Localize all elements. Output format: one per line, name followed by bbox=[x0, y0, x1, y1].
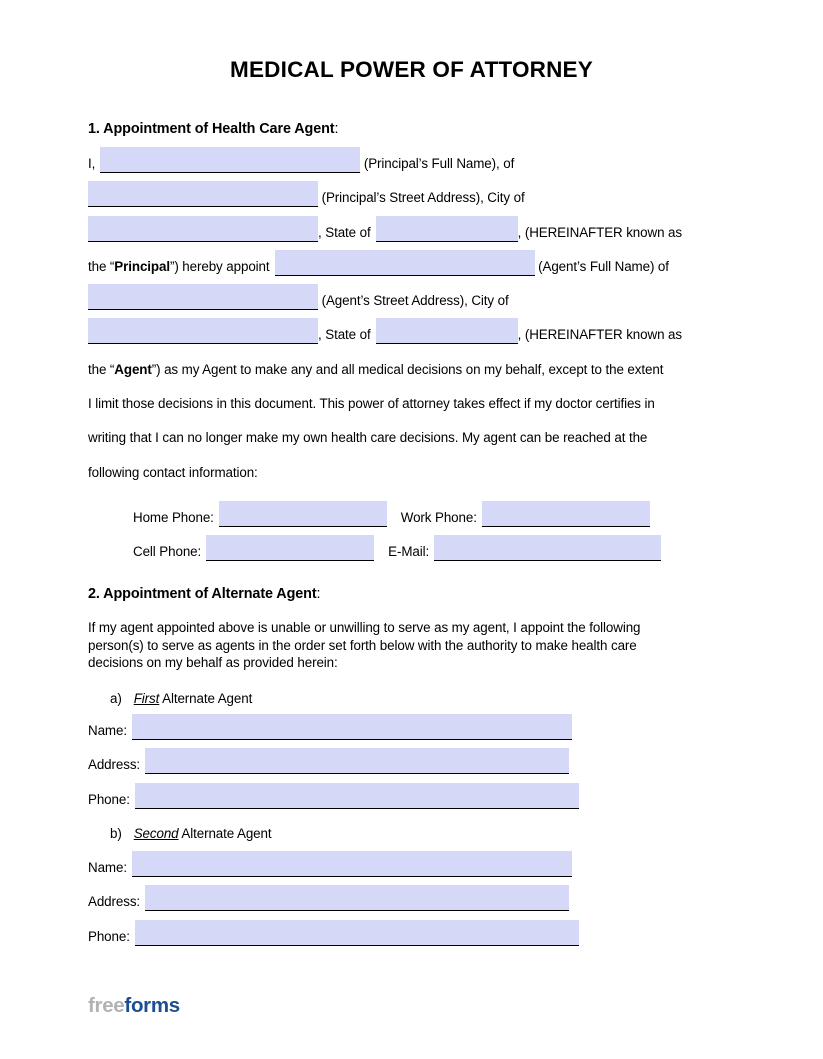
list-marker-b: b) bbox=[110, 826, 122, 841]
agent-city-state-line bbox=[88, 318, 748, 352]
appoint-mid-text: ”) hereby appoint bbox=[169, 258, 270, 274]
intro-text-line: person(s) to serve as agents in the order set forth below with the authority to make health care bbox=[88, 637, 637, 653]
second-alt-name-field[interactable] bbox=[132, 851, 572, 877]
section1-heading bbox=[88, 120, 338, 138]
agent-term-pre-text: the “ bbox=[88, 361, 115, 377]
second-alt-name-label: Name: bbox=[88, 860, 127, 875]
principal-name-post-text: (Principal’s Full Name), of bbox=[360, 156, 515, 171]
principal-city-state-line bbox=[88, 216, 748, 250]
principal-name-line bbox=[88, 147, 748, 181]
first-alt-name-row bbox=[88, 714, 579, 748]
principal-full-name-field[interactable] bbox=[100, 147, 360, 173]
logo-forms-text: forms bbox=[124, 994, 180, 1017]
first-alt-name-label: Name: bbox=[88, 723, 127, 738]
principal-term-text: Principal bbox=[114, 258, 170, 274]
email-label: E-Mail: bbox=[388, 544, 430, 560]
agent-address-line bbox=[88, 284, 748, 318]
intro-text-line: decisions on my behalf as provided herein: bbox=[88, 655, 338, 671]
appoint-pre-text: the “ bbox=[88, 258, 115, 274]
agent-hereinafter-text: , (HEREINAFTER known as bbox=[517, 327, 682, 343]
section1-heading-text: 1. Appointment of Health Care Agent bbox=[88, 121, 335, 137]
work-phone-field[interactable] bbox=[482, 501, 650, 527]
body-text-line: I limit those decisions in this document. This power of attorney takes effect if my doctor certifies in bbox=[88, 396, 655, 412]
first-alt-heading-rest: Alternate Agent bbox=[159, 691, 253, 706]
appoint-post-text: (Agent’s Full Name) of bbox=[534, 258, 669, 274]
principal-name-pre-text: I, bbox=[88, 156, 96, 171]
principal-address-line bbox=[88, 181, 748, 215]
principal-street-address-field[interactable] bbox=[88, 181, 318, 207]
second-alt-heading-rest: Alternate Agent bbox=[178, 826, 272, 841]
phone-row-2 bbox=[133, 535, 661, 569]
agent-appoint-line bbox=[88, 250, 748, 284]
body-text-line: following contact information: bbox=[88, 464, 258, 480]
home-phone-label: Home Phone: bbox=[133, 510, 214, 525]
second-alt-phone-label: Phone: bbox=[88, 928, 130, 944]
first-alt-address-field[interactable] bbox=[145, 748, 569, 774]
freeforms-logo bbox=[88, 994, 180, 1018]
section2-heading-colon: : bbox=[316, 586, 321, 602]
principal-state-field[interactable] bbox=[376, 216, 518, 242]
contact-info-block bbox=[133, 501, 661, 570]
agent-full-name-field[interactable] bbox=[275, 250, 535, 276]
second-alt-address-label: Address: bbox=[88, 894, 141, 910]
first-alt-address-row bbox=[88, 748, 579, 782]
second-alt-address-field[interactable] bbox=[145, 885, 569, 911]
agent-state-field[interactable] bbox=[376, 318, 518, 344]
first-alt-address-label: Address: bbox=[88, 757, 141, 773]
first-ordinal-text: First bbox=[133, 691, 160, 706]
logo-free-text: free bbox=[88, 994, 125, 1017]
principal-city-field[interactable] bbox=[88, 216, 318, 242]
cell-phone-label: Cell Phone: bbox=[133, 544, 202, 560]
first-alt-phone-field[interactable] bbox=[135, 783, 579, 809]
section2-heading bbox=[88, 585, 320, 603]
first-alt-name-field[interactable] bbox=[132, 714, 572, 740]
section2-intro bbox=[88, 619, 640, 672]
second-ordinal-text: Second bbox=[133, 826, 179, 841]
second-alt-phone-field[interactable] bbox=[135, 920, 579, 946]
agent-city-field[interactable] bbox=[88, 318, 318, 344]
second-alt-name-row bbox=[88, 851, 579, 885]
list-marker-a: a) bbox=[110, 691, 122, 706]
principal-state-of-text: , State of bbox=[318, 224, 371, 240]
body-text-line bbox=[88, 353, 748, 387]
cell-phone-field[interactable] bbox=[206, 535, 374, 561]
section1-body bbox=[88, 147, 748, 490]
second-alt-phone-row bbox=[88, 920, 579, 954]
work-phone-label: Work Phone: bbox=[400, 510, 477, 525]
agent-street-address-field[interactable] bbox=[88, 284, 318, 310]
agent-term-text: Agent bbox=[114, 361, 152, 377]
phone-row-1 bbox=[133, 501, 661, 535]
intro-text-line: If my agent appointed above is unable or unwilling to serve as my agent, I appoint the following bbox=[88, 620, 641, 635]
first-alt-phone-row bbox=[88, 783, 579, 817]
second-alternate-agent-fields bbox=[88, 851, 579, 954]
section1-heading-colon: : bbox=[334, 121, 339, 137]
body-text-line: writing that I can no longer make my own health care decisions. My agent can be reached at the bbox=[88, 430, 648, 446]
principal-address-post-text: (Principal’s Street Address), City of bbox=[318, 190, 525, 206]
first-alternate-agent-heading bbox=[110, 690, 252, 708]
principal-hereinafter-text: , (HEREINAFTER known as bbox=[517, 224, 682, 240]
section2-heading-text: 2. Appointment of Alternate Agent bbox=[88, 586, 317, 602]
page-title: MEDICAL POWER OF ATTORNEY bbox=[230, 57, 593, 82]
second-alt-address-row bbox=[88, 885, 579, 919]
first-alternate-agent-fields bbox=[88, 714, 579, 817]
home-phone-field[interactable] bbox=[219, 501, 387, 527]
first-alt-phone-label: Phone: bbox=[88, 791, 130, 807]
agent-address-post-text: (Agent’s Street Address), City of bbox=[318, 293, 509, 309]
email-field[interactable] bbox=[434, 535, 661, 561]
agent-state-of-text: , State of bbox=[318, 327, 371, 343]
agent-term-post-text: ”) as my Agent to make any and all medical decisions on my behalf, except to the extent bbox=[151, 361, 664, 377]
second-alternate-agent-heading bbox=[110, 825, 272, 843]
